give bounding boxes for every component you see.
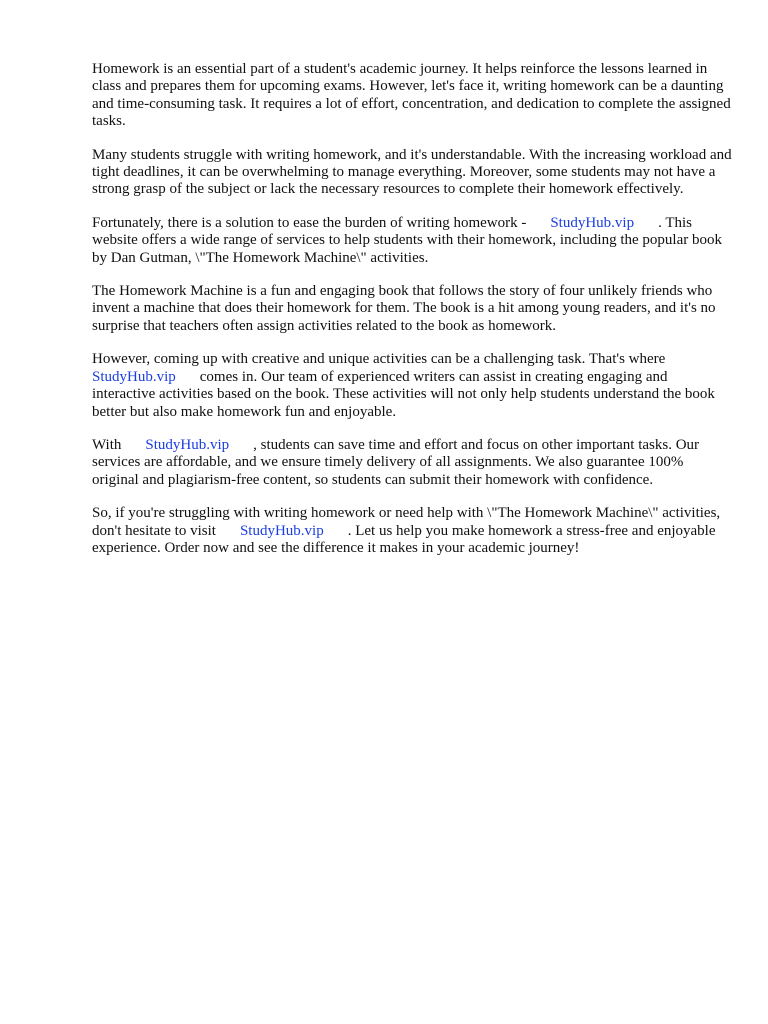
paragraph-book	[92, 283, 732, 335]
document-body	[92, 61, 732, 573]
paragraph-activities-text-before: However, coming up with creative and unique activities can be a challenging task. That's where	[92, 351, 666, 368]
paragraph-intro	[92, 61, 732, 131]
studyhub-link-4[interactable]: StudyHub.vip	[239, 522, 324, 539]
paragraph-solution-text-before: Fortunately, there is a solution to ease the burden of writing homework -	[92, 214, 527, 231]
paragraph-closing-text-after: . Let us help you make homework a stress-free and enjoyable experience. Order now and see the difference it makes in your academic journey!	[92, 522, 716, 556]
paragraph-struggle	[92, 147, 732, 199]
paragraph-struggle-text: Many students struggle with writing homework, and it's understandable. With the increasing workload and tight deadlines, it can be overwhelming to manage everything. Moreover, some students may not have a strong grasp of the subject or lack the necessary resources to complete their homework effectively.	[92, 146, 732, 198]
studyhub-link-3[interactable]: StudyHub.vip	[145, 436, 230, 453]
paragraph-closing-text-before: So, if you're struggling with writing homework or need help with \"The Homework Machine\" activities, don't hesitate to visit	[92, 505, 721, 539]
paragraph-solution-text-after: . This website offers a wide range of services to help students with their homework, including the popular book by Dan Gutman, \"The Homework Machine\" activities.	[92, 214, 722, 266]
studyhub-link-1[interactable]: StudyHub.vip	[550, 214, 635, 231]
paragraph-activities-text-after: comes in. Our team of experienced writers can assist in creating engaging and interactive activities based on the book. These activities will not only help students understand the book better but also make homework fun and enjoyable.	[92, 368, 715, 420]
paragraph-benefits	[92, 437, 732, 489]
paragraph-activities	[92, 351, 732, 421]
paragraph-solution	[92, 215, 732, 267]
paragraph-closing	[92, 505, 732, 557]
paragraph-benefits-text-after: , students can save time and effort and focus on other important tasks. Our services are affordable, and we ensure timely delivery of all assignments. We also guarantee 100% original and plagiarism-free content, so students can submit their homework with confidence.	[92, 436, 700, 488]
paragraph-benefits-text-before: With	[92, 436, 122, 453]
paragraph-intro-text: Homework is an essential part of a student's academic journey. It helps reinforce the lessons learned in class and prepares them for upcoming exams. However, let's face it, writing homework can be a daunting and time-consuming task. It requires a lot of effort, concentration, and dedication to complete the assigned tasks.	[92, 61, 731, 130]
studyhub-link-2[interactable]: StudyHub.vip	[92, 368, 176, 385]
paragraph-book-text: The Homework Machine is a fun and engaging book that follows the story of four unlikely friends who invent a machine that does their homework for them. The book is a hit among young readers, and it's no surprise that teachers often assign activities related to the book as homework.	[92, 283, 716, 334]
